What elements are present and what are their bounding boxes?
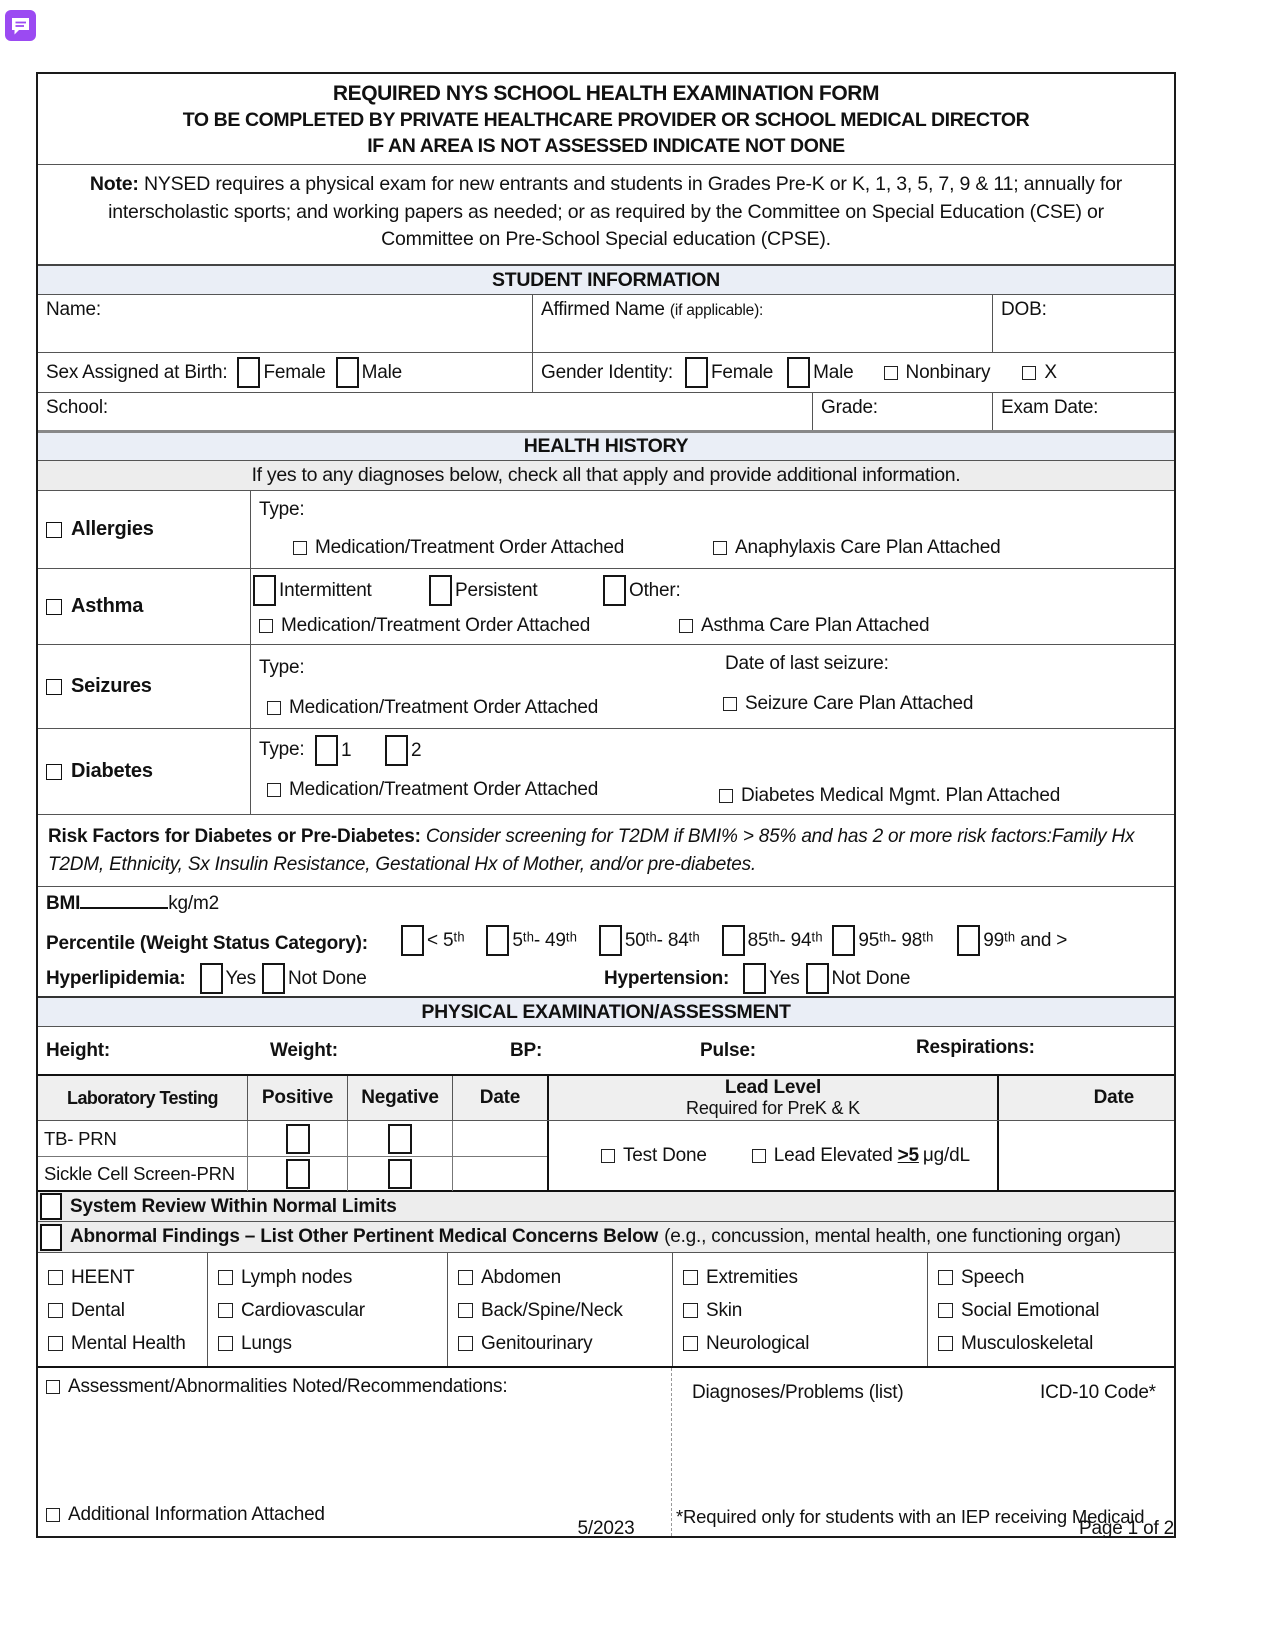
metrics-block [38, 886, 1174, 996]
abnormal-findings-checkbox[interactable] [40, 1224, 62, 1251]
checkbox-icon[interactable] [601, 1149, 615, 1163]
diagnoses-label: Diagnoses/Problems (list) [692, 1382, 904, 1404]
bmi-unit: kg/m2 [168, 893, 219, 915]
risk-factors-row [38, 814, 1174, 886]
name-row [38, 294, 1174, 352]
allergies-detail-cell [250, 491, 1174, 568]
checkbox-icon[interactable] [752, 1149, 766, 1163]
checkbox-icon[interactable] [719, 789, 733, 803]
last-seizure-date-label: Date of last seizure: [725, 653, 889, 675]
col-laboratory-testing: Laboratory Testing [67, 1087, 218, 1108]
assessment-group: Assessment/Abnormalities Noted/Recommendations: [46, 1376, 507, 1398]
diabetes-med-order: Medication/Treatment Order Attached [267, 779, 598, 801]
allergies-anaphylaxis-plan: Anaphylaxis Care Plan Attached [713, 537, 1000, 559]
school-label: School: [46, 397, 108, 419]
diabetes-type2: 2 [385, 735, 421, 766]
entry-checkbox[interactable] [603, 575, 626, 606]
hyperlipidemia-label: Hyperlipidemia: [46, 967, 186, 989]
gender-nonbinary-label: Nonbinary [905, 361, 991, 383]
risk-factors-label: Risk Factors for Diabetes or Pre-Diabetes: [48, 826, 421, 848]
form-title: REQUIRED NYS SCHOOL HEALTH EXAMINATION FORM [332, 82, 880, 105]
gender-label: Gender Identity: [541, 361, 673, 383]
sex-male-checkbox[interactable] [336, 357, 359, 388]
dob-label: DOB: [1001, 299, 1047, 321]
gender-identity-group [532, 353, 1174, 392]
asthma-intermittent: Intermittent [253, 575, 372, 606]
percentile-label: Percentile (Weight Status Category): [46, 933, 368, 955]
sex-gender-row [38, 352, 1174, 392]
seizures-label: Seizures [71, 675, 152, 698]
asthma-care-plan: Asthma Care Plan Attached [679, 615, 929, 637]
lead-elevated: Lead Elevated >5 μg/dL [752, 1145, 970, 1167]
entry-checkbox[interactable] [385, 735, 408, 766]
systems-col-1: HEENT Dental Mental Health [38, 1253, 207, 1366]
allergies-checkbox[interactable] [46, 522, 62, 538]
bmi-group [46, 893, 219, 915]
hyperlipidemia-notdone-checkbox[interactable] [262, 963, 285, 994]
percentile-options: < 5ᵗʰ 5ᵗʰ- 49ᵗʰ 50ᵗʰ- 84ᵗʰ 85ᵗʰ- 94ᵗʰ 95ᵗʰ- 98ᵗʰ 99ᵗʰ and > [401, 925, 1067, 956]
diagnoses-cell[interactable] [672, 1368, 1174, 1536]
gender-nonbinary-checkbox[interactable] [884, 366, 898, 380]
exam-date-field[interactable] [992, 393, 1174, 430]
entry-checkbox[interactable] [388, 1124, 412, 1154]
sex-label: Sex Assigned at Birth: [46, 361, 228, 383]
affirmed-name-note: (if applicable): [669, 302, 764, 320]
diabetes-detail-cell [250, 729, 1174, 814]
systems-col-2: Lymph nodes Cardiovascular Lungs [207, 1253, 447, 1366]
weight-field[interactable]: Weight: [270, 1040, 338, 1062]
bp-field[interactable]: BP: [510, 1040, 543, 1062]
hypertension-notdone-checkbox[interactable] [806, 963, 829, 994]
lab-row-tb [38, 1121, 547, 1156]
asthma-detail-cell [250, 569, 1174, 644]
tb-date-cell[interactable] [452, 1121, 547, 1156]
abnormal-findings-band [38, 1221, 1174, 1252]
hyperlipidemia-group: Hyperlipidemia: Yes Not Done [46, 963, 367, 994]
diabetes-type1: 1 [315, 735, 351, 766]
checkbox-icon[interactable] [938, 1270, 953, 1285]
checkbox-icon[interactable] [267, 701, 281, 715]
lead-level-cell [547, 1121, 997, 1190]
form-subtitle-2: IF AN AREA IS NOT ASSESSED INDICATE NOT DONE [367, 135, 845, 157]
checkbox-icon[interactable] [938, 1303, 953, 1318]
seizures-checkbox[interactable] [46, 679, 62, 695]
page-footer [36, 1518, 1176, 1544]
lab-row-sickle [38, 1156, 547, 1191]
checkbox-icon[interactable] [458, 1336, 473, 1351]
additional-info-group: Additional Information Attached [46, 1504, 325, 1526]
asthma-row [38, 568, 1174, 644]
section-health-history: HEALTH HISTORY [38, 430, 1174, 460]
note-text: NYSED requires a physical exam for new entrants and students in Grades Pre-K or K, 1, 3, 5, 7, 9 & 11; annually for interscholastic sports; and working papers as needed; or as required by the Committee on Special Education (CSE) or Committee on Pre-School Special education (CPSE). [108, 173, 1123, 251]
systems-grid [38, 1252, 1174, 1366]
col-date-2: Date [997, 1076, 1174, 1120]
checkbox-icon[interactable] [218, 1270, 233, 1285]
entry-checkbox[interactable] [957, 925, 980, 956]
vitals-row [38, 1026, 1174, 1074]
seizures-med-order: Medication/Treatment Order Attached [267, 697, 598, 719]
diabetes-cell [38, 729, 250, 814]
asthma-persistent: Persistent [429, 575, 537, 606]
affirmed-name-label: Affirmed Name [541, 299, 665, 321]
sex-assigned-group [38, 353, 532, 392]
sickle-negative-cell [347, 1157, 452, 1191]
checkbox-icon[interactable] [48, 1270, 63, 1285]
entry-checkbox[interactable] [429, 575, 452, 606]
system-review-label: System Review Within Normal Limits [70, 1195, 397, 1217]
icd10-label: ICD-10 Code* [1040, 1382, 1156, 1404]
checkbox-icon[interactable] [259, 619, 273, 633]
section-physical-exam: PHYSICAL EXAMINATION/ASSESSMENT [38, 996, 1174, 1026]
grade-label: Grade: [821, 397, 878, 419]
height-field[interactable]: Height: [46, 1040, 111, 1062]
revision-date: 5/2023 [577, 1518, 635, 1539]
entry-checkbox[interactable] [315, 735, 338, 766]
hypertension-label: Hypertension: [604, 967, 730, 989]
note-row [38, 164, 1174, 264]
bmi-blank-line[interactable] [80, 893, 168, 909]
lab-table-body [38, 1120, 1174, 1190]
entry-checkbox[interactable] [286, 1124, 310, 1154]
form-title-block [38, 74, 1174, 164]
risk-factors-text: Consider screening for T2DM if BMI% > 85% and has 2 or more risk factors:Family Hx T2DM, Ethnicity, Sx Insulin Resistance, Gestational Hx of Mother, and/or pre-diabetes. [48, 826, 1135, 875]
tb-positive-cell [247, 1121, 347, 1156]
allergies-label: Allergies [71, 518, 154, 541]
dob-field[interactable] [992, 295, 1174, 352]
checkbox-icon[interactable] [679, 619, 693, 633]
asthma-other: Other: [603, 575, 681, 606]
checkbox-icon[interactable] [293, 541, 307, 555]
pulse-field[interactable]: Pulse: [700, 1040, 756, 1062]
checkbox-icon[interactable] [218, 1303, 233, 1318]
seizures-type-label: Type: [259, 657, 305, 679]
checkbox-icon[interactable] [713, 541, 727, 555]
note-label: Note: [89, 173, 139, 195]
abnormal-findings-note: (e.g., concussion, mental health, one functioning organ) [664, 1226, 1121, 1248]
checkbox-icon[interactable] [267, 783, 281, 797]
allergies-med-order: Medication/Treatment Order Attached [293, 537, 624, 559]
diabetes-label: Diabetes [71, 760, 153, 783]
entry-checkbox[interactable] [722, 925, 745, 956]
entry-checkbox[interactable] [388, 1159, 412, 1189]
asthma-checkbox[interactable] [46, 599, 62, 615]
seizures-row [38, 644, 1174, 728]
health-history-instruction: If yes to any diagnoses below, check all that apply and provide additional information. [38, 460, 1174, 490]
checkbox-icon[interactable] [48, 1336, 63, 1351]
sex-female-checkbox[interactable] [237, 357, 260, 388]
exam-date-label: Exam Date: [1001, 397, 1099, 419]
checkbox-icon[interactable] [683, 1336, 698, 1351]
sex-male-label: Male [361, 361, 403, 383]
seizures-detail-cell [250, 645, 1174, 728]
checkbox-icon[interactable] [683, 1270, 698, 1285]
sickle-cell-label: Sickle Cell Screen-PRN [44, 1163, 235, 1185]
col-date: Date [452, 1076, 547, 1120]
respirations-field[interactable]: Respirations: [916, 1037, 1035, 1059]
hypertension-group: Hypertension: Yes Not Done [604, 963, 910, 994]
diabetes-type-label: Type: [259, 739, 305, 761]
icd10-footnote: *Required only for students with an IEP receiving Medicaid [676, 1506, 1145, 1528]
diabetes-mgmt-plan: Diabetes Medical Mgmt. Plan Attached [719, 785, 1060, 807]
system-review-checkbox[interactable] [40, 1193, 62, 1220]
diabetes-row [38, 728, 1174, 814]
form-subtitle-1: TO BE COMPLETED BY PRIVATE HEALTHCARE PROVIDER OR SCHOOL MEDICAL DIRECTOR [182, 109, 1030, 131]
lead-date-cell[interactable] [997, 1121, 1174, 1190]
col-lead-level: Lead Level Required for PreK & K [547, 1076, 997, 1120]
checkbox-icon[interactable] [723, 697, 737, 711]
assessment-cell[interactable] [38, 1368, 672, 1536]
entry-checkbox[interactable] [286, 1159, 310, 1189]
diabetes-checkbox[interactable] [46, 764, 62, 780]
name-field[interactable] [38, 295, 532, 352]
gender-x-label: X [1044, 361, 1057, 383]
tb-negative-cell [347, 1121, 452, 1156]
school-field[interactable] [38, 393, 812, 430]
sex-female-label: Female [263, 361, 326, 383]
seizure-care-plan: Seizure Care Plan Attached [723, 693, 973, 715]
lab-table-header [38, 1074, 1174, 1120]
entry-checkbox[interactable] [486, 925, 509, 956]
entry-checkbox[interactable] [401, 925, 424, 956]
allergies-row [38, 490, 1174, 568]
entry-checkbox[interactable] [253, 575, 276, 606]
gender-female-label: Female [711, 361, 774, 383]
bmi-label: BMI [46, 893, 81, 915]
systems-col-3: Abdomen Back/Spine/Neck Genitourinary [447, 1253, 672, 1366]
assessment-section [38, 1366, 1174, 1536]
hypertension-yes-checkbox[interactable] [743, 963, 766, 994]
system-review-band [38, 1190, 1174, 1221]
checkbox-icon[interactable] [458, 1303, 473, 1318]
tb-prn-label: TB- PRN [44, 1127, 117, 1149]
systems-col-5: Speech Social Emotional Musculoskeletal [927, 1253, 1174, 1366]
page-number: Page 1 of 2 [1079, 1518, 1174, 1539]
gender-male-checkbox[interactable] [787, 357, 810, 388]
asthma-med-order: Medication/Treatment Order Attached [259, 615, 590, 637]
entry-checkbox[interactable] [599, 925, 622, 956]
col-positive: Positive [247, 1076, 347, 1120]
checkbox-icon[interactable] [48, 1303, 63, 1318]
checkbox-icon[interactable] [218, 1336, 233, 1351]
name-label: Name: [46, 299, 101, 321]
chat-icon[interactable] [5, 10, 36, 41]
abnormal-findings-label: Abnormal Findings – List Other Pertinent Medical Concerns Below [70, 1226, 659, 1248]
checkbox-icon[interactable] [458, 1270, 473, 1285]
grade-field[interactable] [812, 393, 992, 430]
checkbox-icon[interactable] [683, 1303, 698, 1318]
school-row [38, 392, 1174, 430]
health-exam-form [36, 72, 1176, 1538]
sickle-positive-cell [247, 1157, 347, 1191]
sickle-date-cell[interactable] [452, 1157, 547, 1191]
allergies-cell [38, 491, 250, 568]
allergies-type-label: Type: [259, 499, 305, 521]
col-negative: Negative [347, 1076, 452, 1120]
asthma-label: Asthma [71, 595, 144, 618]
section-student-information: STUDENT INFORMATION [38, 264, 1174, 294]
seizures-cell [38, 645, 250, 728]
gender-x-checkbox[interactable] [1022, 366, 1036, 380]
affirmed-name-field[interactable] [532, 295, 992, 352]
lead-test-done: Test Done [601, 1145, 707, 1167]
gender-female-checkbox[interactable] [685, 357, 708, 388]
gender-male-label: Male [813, 361, 854, 383]
asthma-cell [38, 569, 250, 644]
entry-checkbox[interactable] [832, 925, 855, 956]
hyperlipidemia-yes-checkbox[interactable] [200, 963, 223, 994]
checkbox-icon[interactable] [938, 1336, 953, 1351]
systems-col-4: Extremities Skin Neurological [672, 1253, 927, 1366]
checkbox-icon[interactable] [46, 1380, 60, 1394]
